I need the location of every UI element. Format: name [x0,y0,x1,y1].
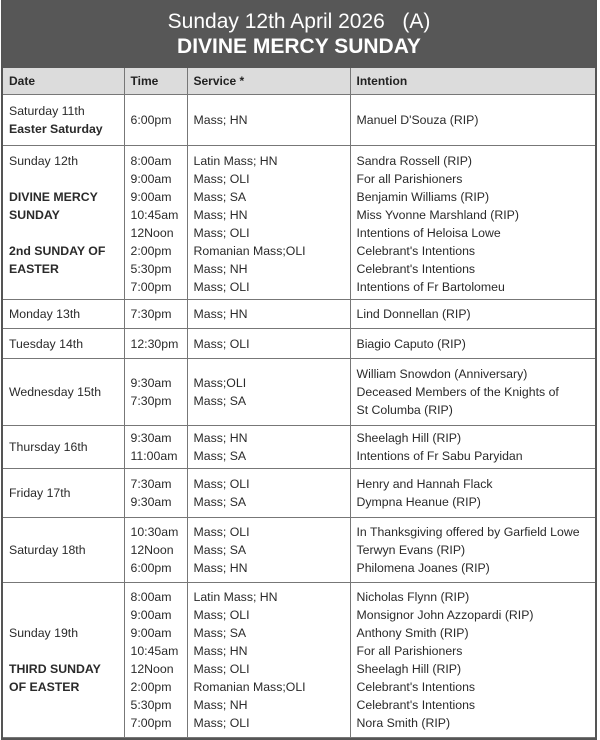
service-value: Mass; HN [193,431,248,445]
intention-value: Celebrant's Intentions [356,698,476,712]
service-value: Mass; OLI [193,525,250,539]
time-value: 12Noon [130,543,174,557]
feast-label: 2nd SUNDAY OF EASTER [9,244,106,276]
time-value: 9:00am [130,626,172,640]
time-cell [124,146,187,300]
time-value: 12Noon [130,662,174,676]
time-value: 7:30am [130,477,172,491]
time-value: 9:00am [130,608,172,622]
feast-label: Easter Saturday [9,122,103,136]
table-row [3,583,595,738]
intention-value: Sheelagh Hill (RIP) [356,431,462,445]
intention-value: Benjamin Williams (RIP) [356,190,490,204]
intention-value: Dympna Heanue (RIP) [356,495,481,509]
service-cell [187,469,350,518]
time-value: 7:00pm [130,716,172,730]
column-header-time: Time [124,68,187,95]
time-value: 9:30am [130,376,172,390]
service-cell [187,583,350,738]
time-cell [124,583,187,738]
table-row [3,469,595,518]
date-label: Sunday 12th [9,154,79,168]
service-value: Mass; OLI [193,172,250,186]
time-value: 7:30pm [130,394,172,408]
time-value: 10:45am [130,644,179,658]
intention-value: Nora Smith (RIP) [356,716,451,730]
service-cell [187,329,350,359]
intention-value: Intentions of Fr Sabu Paryidan [356,449,523,463]
date-cell [3,469,124,518]
intention-value: For all Parishioners [356,172,463,186]
intention-cell [350,359,595,426]
time-value: 9:00am [130,172,172,186]
column-header-date: Date [3,68,124,95]
column-header-intention: Intention [350,68,595,95]
time-value: 6:00pm [130,113,172,127]
service-value: Mass; HN [193,561,248,575]
time-value: 6:00pm [130,561,172,575]
service-value: Latin Mass; HN [193,154,278,168]
service-value: Mass; HN [193,644,248,658]
intention-cell [350,300,595,329]
service-value: Mass; OLI [193,608,250,622]
intention-value: Monsignor John Azzopardi (RIP) [356,608,534,622]
time-value: 9:30am [130,495,172,509]
intention-value: For all Parishioners [356,644,463,658]
intention-cell [350,146,595,300]
time-cell [124,469,187,518]
table-row [3,518,595,583]
time-value: 8:00am [130,590,172,604]
time-value: 9:00am [130,190,172,204]
intention-cell [350,329,595,359]
service-value: Romanian Mass;OLI [193,244,306,258]
intention-value: William Snowdon (Anniversary) [356,367,528,381]
date-label: Saturday 11th [9,104,85,118]
intention-cell [350,426,595,469]
intention-value: Philomena Joanes (RIP) [356,561,490,575]
time-value: 10:30am [130,525,179,539]
service-cell [187,146,350,300]
date-label: Monday 13th [9,307,81,321]
intention-value: Manuel D'Souza (RIP) [356,113,479,127]
intention-cell [350,469,595,518]
date-label: Tuesday 14th [9,336,84,351]
time-value: 5:30pm [130,698,172,712]
intention-cell [350,95,595,146]
service-value: Mass; NH [193,698,248,712]
time-value: 10:45am [130,208,179,222]
service-cell [187,518,350,583]
intention-value: Deceased Members of the Knights of St Columba (RIP) [356,385,559,417]
intention-value: Celebrant's Intentions [356,680,476,694]
service-value: Mass; OLI [193,336,250,351]
service-value: Latin Mass; HN [193,590,278,604]
time-cell [124,329,187,359]
feast-label: THIRD SUNDAY OF EASTER [9,662,101,694]
date-cell [3,146,124,300]
service-value: Mass; HN [193,113,248,127]
intention-value: Celebrant's Intentions [356,244,476,258]
time-cell [124,426,187,469]
service-value: Romanian Mass;OLI [193,680,306,694]
time-cell [124,359,187,426]
service-cell [187,95,350,146]
date-label: Saturday 18th [9,543,86,557]
schedule-table [3,68,595,738]
table-row [3,359,595,426]
service-cell [187,426,350,469]
service-value: Mass; SA [193,394,247,408]
mass-schedule-sheet [1,0,597,740]
time-value: 9:30am [130,431,172,445]
time-value: 2:00pm [130,680,172,694]
time-cell [124,300,187,329]
table-row [3,95,595,146]
service-value: Mass; SA [193,190,247,204]
feast-label: DIVINE MERCY SUNDAY [9,190,98,222]
service-value: Mass; SA [193,543,247,557]
date-label: Thursday 16th [9,440,88,454]
intention-value: Terwyn Evans (RIP) [356,543,466,557]
intention-value: Intentions of Heloisa Lowe [356,226,501,240]
time-value: 12:30pm [130,336,179,351]
service-value: Mass; OLI [193,226,250,240]
service-value: Mass; SA [193,495,247,509]
intention-value: Miss Yvonne Marshland (RIP) [356,208,519,222]
table-row [3,146,595,300]
service-value: Mass; HN [193,307,248,321]
table-row [3,300,595,329]
intention-value: Anthony Smith (RIP) [356,626,469,640]
intention-value: In Thanksgiving offered by Garfield Lowe [356,525,580,539]
service-value: Mass; OLI [193,662,250,676]
date-cell [3,329,124,359]
time-value: 11:00am [130,449,178,463]
intention-value: Nicholas Flynn (RIP) [356,590,470,604]
service-value: Mass; SA [193,626,247,640]
date-label: Sunday 19th [9,626,79,640]
service-cell [187,359,350,426]
intention-value: Sandra Rossell (RIP) [356,154,472,168]
time-cell [124,95,187,146]
date-cell [3,583,124,738]
service-value: Mass; NH [193,262,248,276]
time-value: 7:30pm [130,307,172,321]
table-row [3,329,595,359]
intention-value: Lind Donnellan (RIP) [356,307,471,321]
intention-value: Sheelagh Hill (RIP) [356,662,462,676]
date-cell [3,95,124,146]
page-title-feast: DIVINE MERCY SUNDAY [177,35,421,58]
date-label: Friday 17th [9,486,71,500]
intention-value: Biagio Caputo (RIP) [356,336,466,351]
intention-value: Henry and Hannah Flack [356,477,493,491]
intention-value: Intentions of Fr Bartolomeu [356,280,505,294]
time-value: 12Noon [130,226,174,240]
service-value: Mass; OLI [193,716,250,730]
service-value: Mass; OLI [193,477,250,491]
intention-value: Celebrant's Intentions [356,262,476,276]
date-cell [3,300,124,329]
title-banner [3,0,595,68]
date-label: Wednesday 15th [9,385,102,399]
date-cell [3,359,124,426]
time-value: 2:00pm [130,244,172,258]
date-cell [3,518,124,583]
service-cell [187,300,350,329]
column-header-row [3,68,595,95]
time-value: 5:30pm [130,262,172,276]
service-value: Mass;OLI [193,376,247,390]
intention-cell [350,583,595,738]
service-value: Mass; OLI [193,280,250,294]
time-cell [124,518,187,583]
table-row [3,426,595,469]
column-header-service: Service * [187,68,350,95]
date-cell [3,426,124,469]
page-title-date: Sunday 12th April 2026 (A) [167,10,431,33]
time-value: 8:00am [130,154,172,168]
service-value: Mass; HN [193,208,248,222]
intention-cell [350,518,595,583]
time-value: 7:00pm [130,280,172,294]
service-value: Mass; SA [193,449,247,463]
